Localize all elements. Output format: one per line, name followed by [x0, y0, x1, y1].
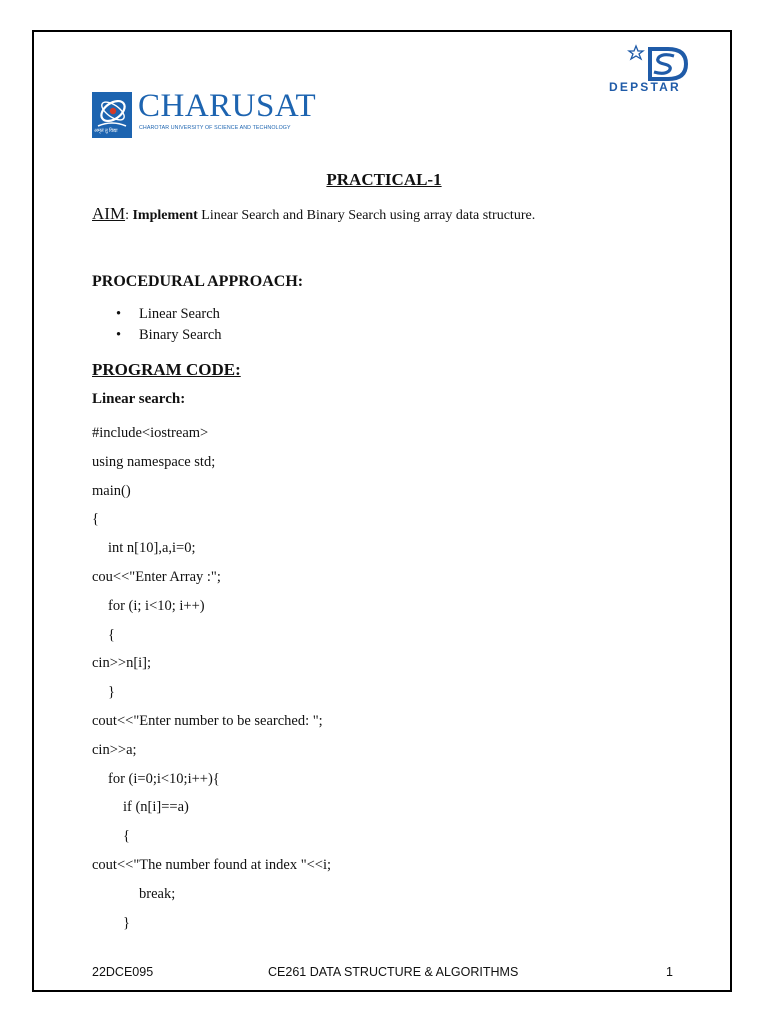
aim-line: [92, 204, 535, 224]
code-line: }: [123, 914, 130, 931]
code-line: #include<iostream>: [92, 425, 209, 441]
code-line: {: [92, 511, 99, 528]
code-block: [92, 419, 331, 937]
depstar-emblem-icon: [624, 44, 694, 82]
code-line: using namespace std;: [92, 453, 216, 470]
charusat-logo: [92, 88, 317, 140]
list-item-label: Linear Search: [139, 306, 220, 322]
bullet-icon: •: [116, 327, 122, 343]
aim-keyword: Implement: [132, 208, 198, 223]
depstar-logo: [604, 44, 712, 96]
aim-text: Linear Search and Binary Search using array data structure.: [201, 208, 536, 223]
list-item: [116, 304, 222, 325]
code-line: for (i=0;i<10;i++){: [108, 770, 220, 787]
code-line: cou<<"Enter Array :";: [92, 568, 221, 585]
code-line: {: [123, 828, 130, 845]
aim-colon: :: [125, 208, 129, 223]
code-line: break;: [139, 885, 176, 902]
code-line: }: [108, 684, 115, 701]
depstar-wordmark: DEPSTAR: [609, 80, 681, 94]
code-line: if (n[i]==a): [123, 799, 189, 816]
code-line: cout<<"Enter number to be searched: ";: [92, 712, 323, 729]
charusat-wordmark: CHARUSAT: [138, 88, 317, 124]
charusat-emblem-icon: [92, 92, 132, 138]
practical-title: PRACTICAL-1: [326, 170, 442, 189]
charusat-subtitle: CHAROTAR UNIVERSITY OF SCIENCE AND TECHNOLOGY: [139, 125, 291, 131]
code-line: main(): [92, 482, 131, 499]
code-line: cin>>a;: [92, 741, 137, 758]
code-line: int n[10],a,i=0;: [108, 540, 196, 557]
footer-page-number: 1: [666, 965, 673, 979]
code-line: cin>>n[i];: [92, 655, 152, 672]
code-line: {: [108, 626, 115, 643]
list-item: [116, 325, 222, 346]
code-line: cout<<"The number found at index "<<i;: [92, 856, 332, 873]
list-item-label: Binary Search: [139, 327, 222, 343]
charusat-motto: अमृतं तु विद्या: [94, 129, 118, 134]
code-line: for (i; i<10; i++): [108, 597, 205, 614]
aim-label: AIM: [92, 204, 126, 223]
footer-student-id: 22DCE095: [92, 965, 154, 979]
procedural-list: [116, 304, 222, 346]
bullet-icon: •: [116, 306, 122, 322]
procedural-heading: PROCEDURAL APPROACH:: [92, 273, 304, 290]
program-code-heading: PROGRAM CODE:: [92, 360, 241, 379]
code-subheading: Linear search:: [92, 391, 186, 407]
footer-course: CE261 DATA STRUCTURE & ALGORITHMS: [268, 965, 519, 979]
